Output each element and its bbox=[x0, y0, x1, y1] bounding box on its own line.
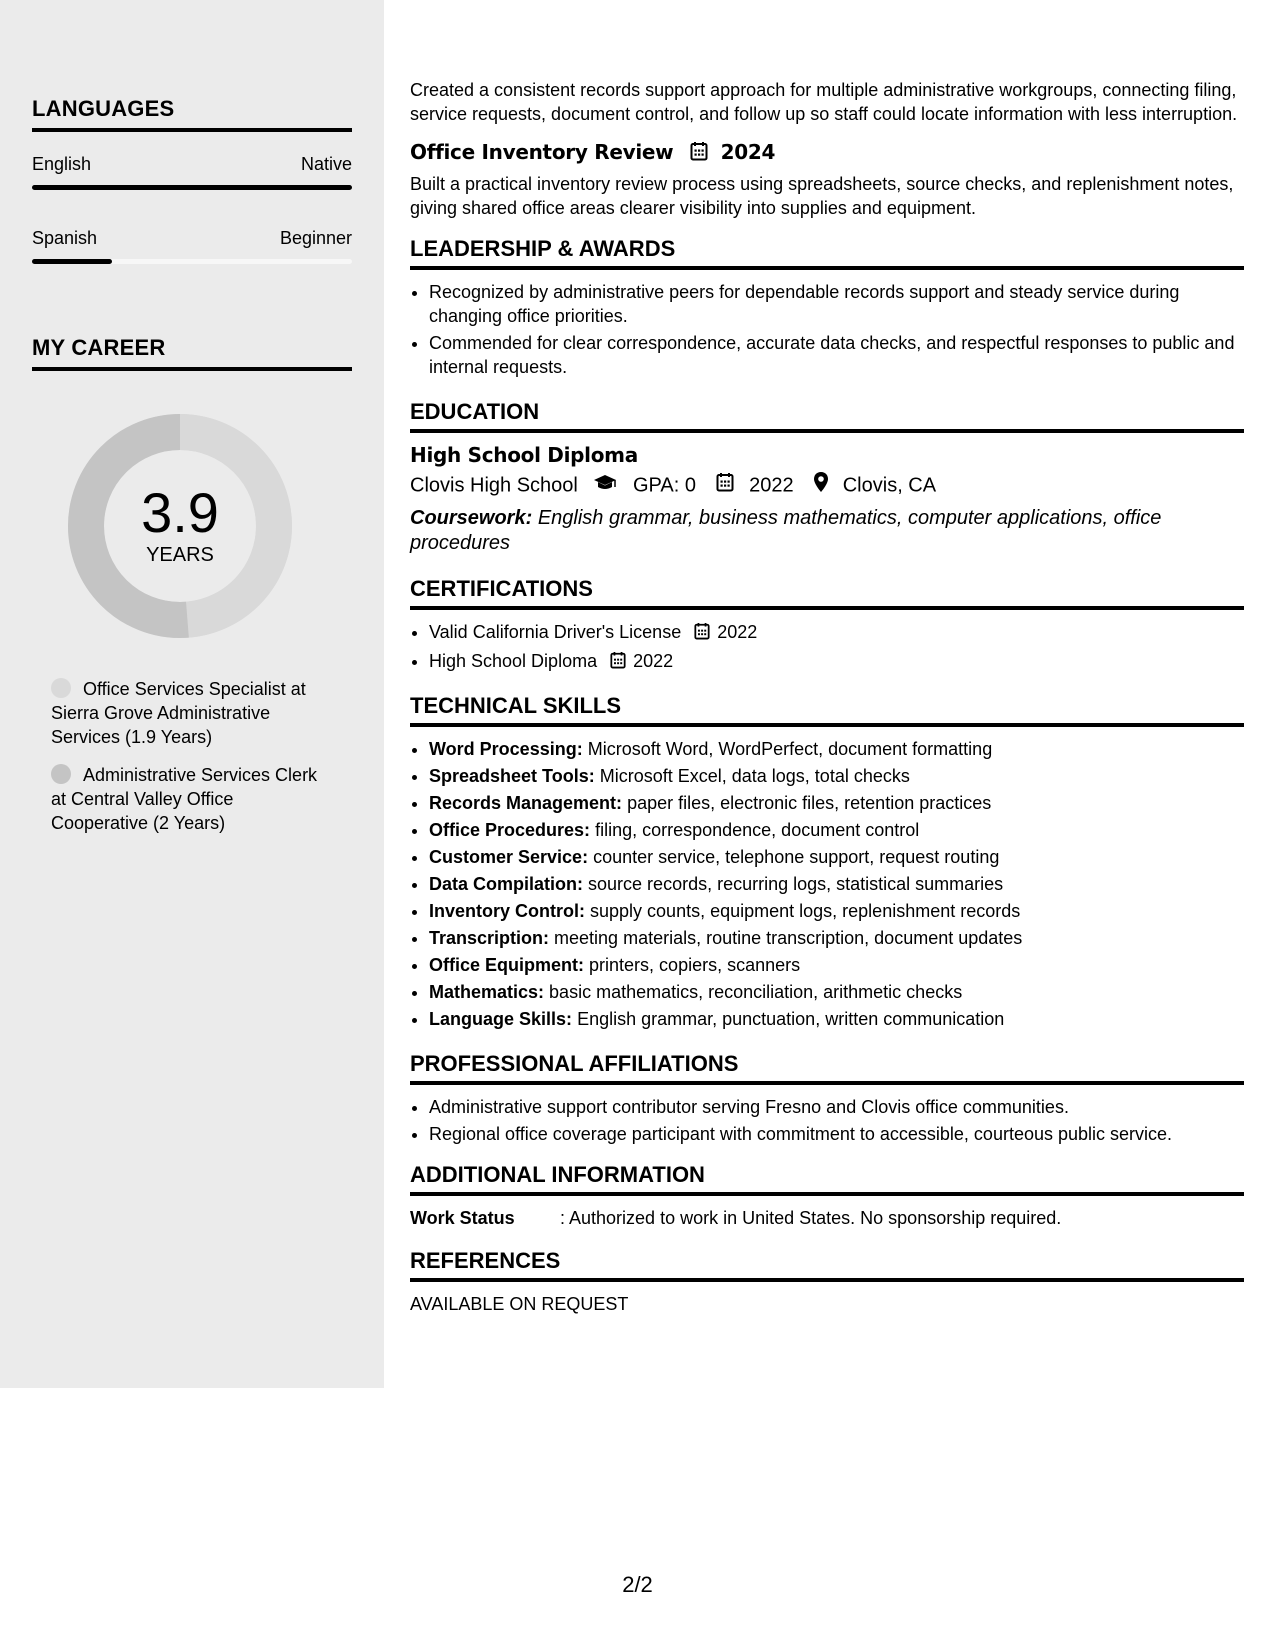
skill-label: Data Compilation: bbox=[429, 874, 584, 894]
skill-item bbox=[429, 791, 1244, 815]
skill-label: Office Equipment: bbox=[429, 955, 585, 975]
language-bar-fill bbox=[32, 185, 352, 190]
sidebar bbox=[0, 0, 384, 1388]
skill-item bbox=[429, 953, 1244, 977]
list-item: • Recognized by administrative peers for dependable records support and steady service during changing office priorities. bbox=[429, 280, 1244, 328]
career-heading: MY CAREER bbox=[32, 335, 352, 371]
work-status-row bbox=[410, 1206, 1244, 1230]
skill-item bbox=[429, 1007, 1244, 1031]
languages-section bbox=[32, 96, 352, 264]
list-item: • Commended for clear correspondence, accurate data checks, and respectful responses to public and internal requests. bbox=[429, 331, 1244, 379]
project-title-row bbox=[410, 140, 1244, 166]
skill-value: counter service, telephone support, request routing bbox=[593, 847, 1000, 867]
leadership-heading: LEADERSHIP & AWARDS bbox=[410, 236, 1244, 270]
education-gpa: GPA: 0 bbox=[632, 474, 696, 497]
additional-heading: ADDITIONAL INFORMATION bbox=[410, 1162, 1244, 1196]
legend-dot-icon bbox=[51, 678, 71, 698]
language-item bbox=[32, 154, 352, 190]
skill-label: Mathematics: bbox=[429, 982, 545, 1002]
education-year: 2022 bbox=[749, 474, 794, 497]
skill-value: paper files, electronic files, retention practices bbox=[627, 793, 992, 813]
certification-year: 2022 bbox=[717, 622, 758, 642]
skill-label: Office Procedures: bbox=[429, 820, 591, 840]
certification-name: High School Diploma bbox=[429, 651, 598, 671]
legend-dot-icon bbox=[51, 764, 71, 784]
language-bar bbox=[32, 185, 352, 190]
skill-item bbox=[429, 845, 1244, 869]
skill-label: Records Management: bbox=[429, 793, 623, 813]
list-item bbox=[429, 649, 1244, 675]
skill-label: Word Processing: bbox=[429, 739, 583, 759]
skill-label: Language Skills: bbox=[429, 1009, 573, 1029]
skills-heading: TECHNICAL SKILLS bbox=[410, 693, 1244, 727]
donut-center bbox=[65, 483, 295, 567]
language-level: Native bbox=[300, 154, 352, 174]
skill-item bbox=[429, 899, 1244, 923]
skills-list bbox=[410, 737, 1244, 1031]
career-legend bbox=[32, 677, 331, 835]
skill-value: Microsoft Excel, data logs, total checks bbox=[599, 766, 910, 786]
language-name: Spanish bbox=[32, 228, 98, 248]
skill-label: Customer Service: bbox=[429, 847, 589, 867]
skill-value: printers, copiers, scanners bbox=[589, 955, 801, 975]
calendar-icon bbox=[716, 475, 740, 497]
career-section bbox=[32, 335, 352, 835]
intro-paragraph: Created a consistent records support approach for multiple administrative workgroups, connecting filing, service requests, document control, and follow up so staff could locate information with less interruption. bbox=[410, 80, 1238, 124]
calendar-icon bbox=[610, 651, 626, 675]
education-coursework bbox=[410, 506, 1244, 556]
page-number: 2/2 bbox=[622, 1572, 653, 1597]
work-status-value: : Authorized to work in United States. No sponsorship required. bbox=[560, 1208, 1062, 1228]
language-bar-fill bbox=[32, 259, 112, 264]
list-item: • Regional office coverage participant with commitment to accessible, courteous public service. bbox=[429, 1122, 1244, 1146]
skill-value: meeting materials, routine transcription, document updates bbox=[554, 928, 1023, 948]
graduation-cap-icon bbox=[593, 475, 623, 497]
certification-name: Valid California Driver's License bbox=[429, 622, 682, 642]
career-legend-text: Office Services Specialist at Sierra Grove Administrative Services (1.9 Years) bbox=[51, 679, 306, 747]
certification-year: 2022 bbox=[633, 651, 674, 671]
career-donut bbox=[32, 411, 352, 641]
skill-item bbox=[429, 818, 1244, 842]
education-heading: EDUCATION bbox=[410, 399, 1244, 433]
education-meta bbox=[410, 471, 1244, 500]
education-degree: High School Diploma bbox=[410, 443, 638, 467]
language-bar bbox=[32, 259, 352, 264]
leadership-list bbox=[410, 280, 1244, 379]
main-content bbox=[410, 78, 1244, 1316]
references-text: AVAILABLE ON REQUEST bbox=[410, 1294, 629, 1314]
certifications-heading: CERTIFICATIONS bbox=[410, 576, 1244, 610]
calendar-icon bbox=[690, 141, 708, 166]
languages-heading: LANGUAGES bbox=[32, 96, 352, 132]
coursework-label: Coursework: bbox=[410, 507, 533, 529]
education-school: Clovis High School bbox=[410, 474, 578, 497]
skill-value: supply counts, equipment logs, replenishment records bbox=[590, 901, 1021, 921]
project-year: 2024 bbox=[720, 140, 776, 164]
skill-label: Spreadsheet Tools: bbox=[429, 766, 595, 786]
affiliations-list bbox=[410, 1095, 1244, 1146]
language-level: Beginner bbox=[279, 228, 352, 248]
skill-value: source records, recurring logs, statistical summaries bbox=[588, 874, 1004, 894]
skill-item bbox=[429, 737, 1244, 761]
project-description: Built a practical inventory review process using spreadsheets, source checks, and replenishment notes, giving shared office areas clearer visibility into supplies and equipment. bbox=[410, 174, 1234, 218]
project-title: Office Inventory Review bbox=[410, 140, 674, 164]
career-legend-text: Administrative Services Clerk at Central Valley Office Cooperative (2 Years) bbox=[51, 765, 318, 833]
skill-item bbox=[429, 764, 1244, 788]
education-location: Clovis, CA bbox=[842, 474, 937, 497]
career-total-value: 3.9 bbox=[141, 481, 219, 544]
skill-label: Transcription: bbox=[429, 928, 550, 948]
skill-value: basic mathematics, reconciliation, arithmetic checks bbox=[549, 982, 963, 1002]
skill-value: Microsoft Word, WordPerfect, document formatting bbox=[587, 739, 993, 759]
language-name: English bbox=[32, 154, 92, 174]
skill-label: Inventory Control: bbox=[429, 901, 585, 921]
career-total-unit: YEARS bbox=[146, 544, 214, 566]
skill-item bbox=[429, 872, 1244, 896]
career-legend-item bbox=[51, 763, 331, 835]
career-legend-item bbox=[51, 677, 331, 749]
references-heading: REFERENCES bbox=[410, 1248, 1244, 1282]
certifications-list bbox=[410, 620, 1244, 675]
list-item: • Administrative support contributor serving Fresno and Clovis office communities. bbox=[429, 1095, 1244, 1119]
skill-value: filing, correspondence, document control bbox=[595, 820, 920, 840]
skill-item bbox=[429, 926, 1244, 950]
coursework-text: English grammar, business mathematics, computer applications, office procedures bbox=[410, 507, 1162, 554]
skill-item bbox=[429, 980, 1244, 1004]
calendar-icon bbox=[694, 622, 710, 646]
skill-value: English grammar, punctuation, written communication bbox=[577, 1009, 1005, 1029]
list-item bbox=[429, 620, 1244, 646]
work-status-label: Work Status bbox=[410, 1208, 515, 1228]
location-pin-icon bbox=[813, 476, 835, 498]
affiliations-heading: PROFESSIONAL AFFILIATIONS bbox=[410, 1051, 1244, 1085]
language-item bbox=[32, 228, 352, 264]
